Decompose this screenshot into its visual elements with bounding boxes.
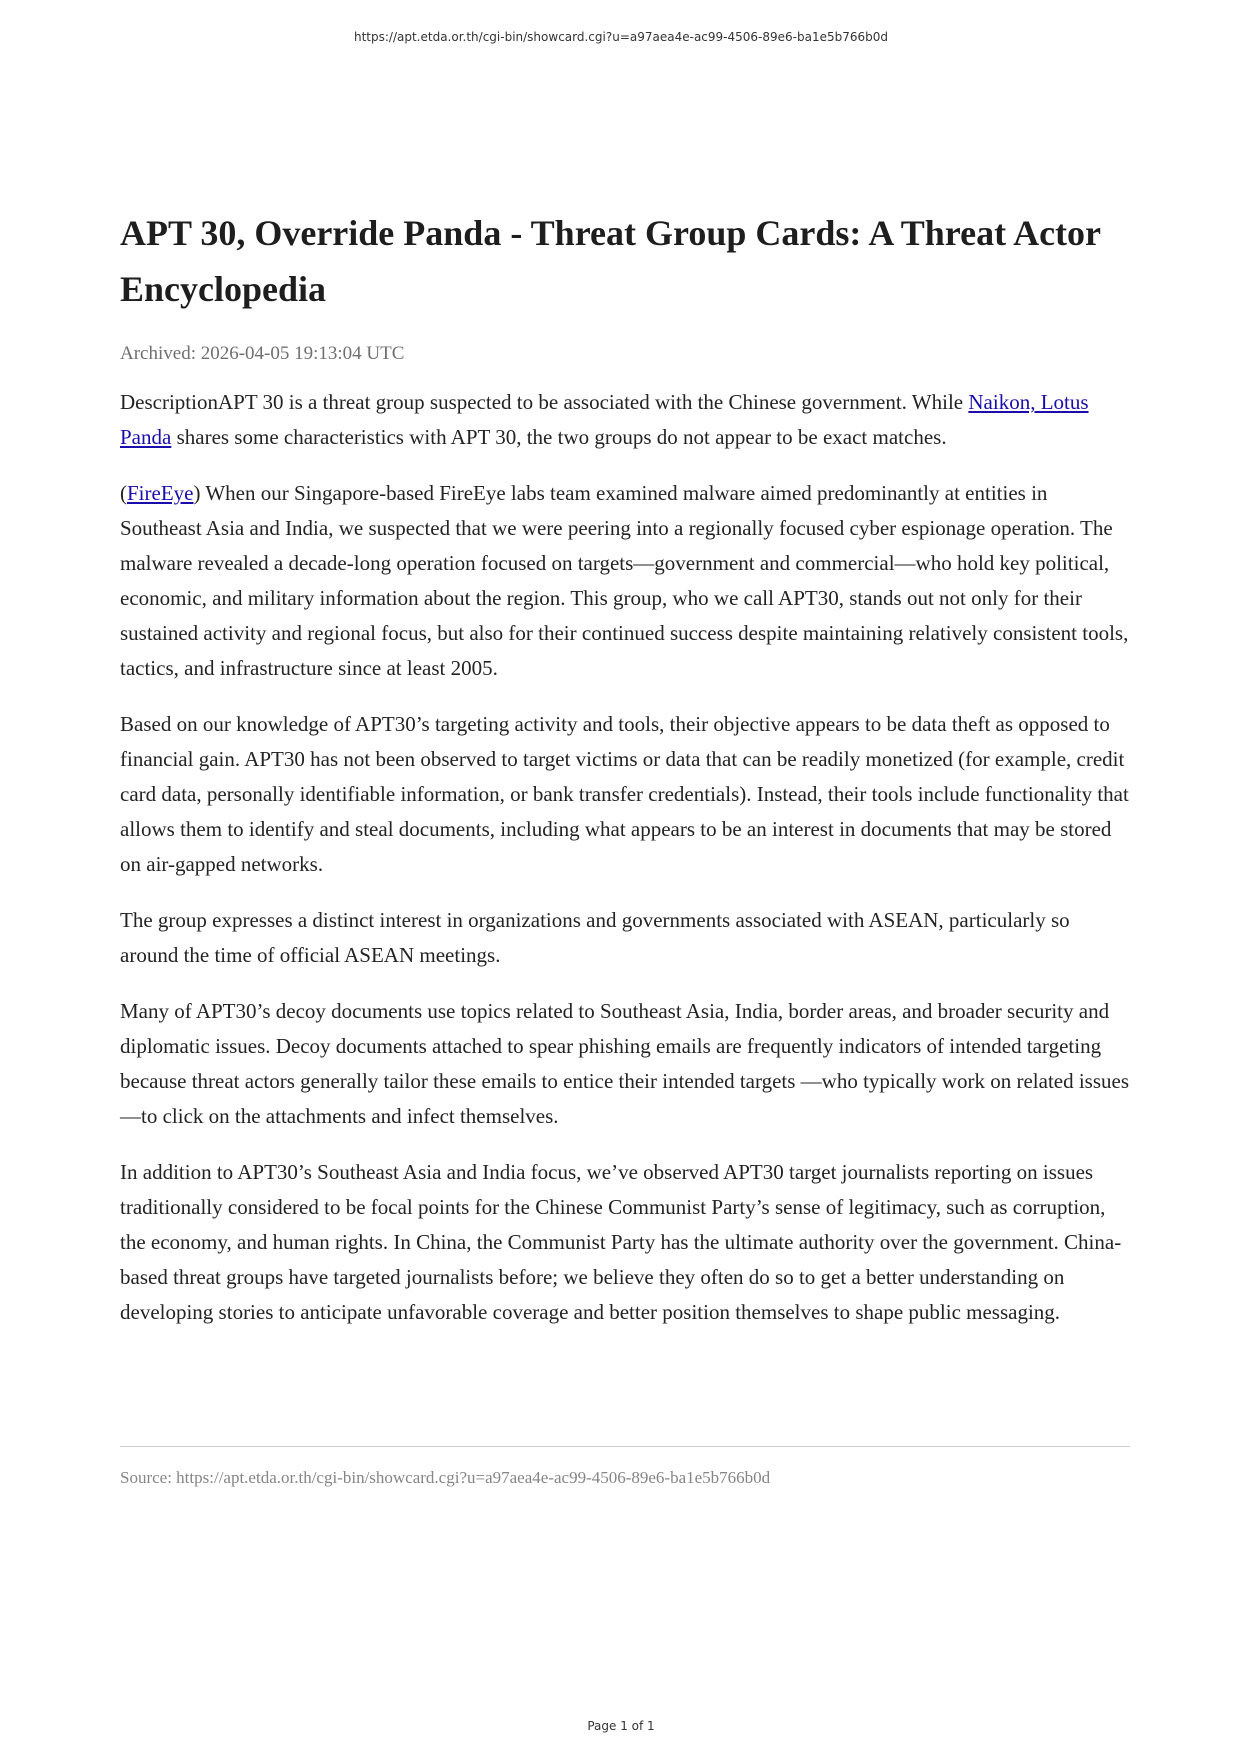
paragraph-text: ( <box>120 481 127 505</box>
paragraph-asean: The group expresses a distinct interest in organizations and governments associated with ASEAN, particularly so around the time of official ASEAN meetings. <box>120 908 1070 967</box>
paragraph-description <box>120 385 1130 455</box>
paragraph-text: shares some characteristics with APT 30, the two groups do not appear to be exact matches. <box>171 425 947 449</box>
paragraph-decoy-documents: Many of APT30’s decoy documents use topics related to Southeast Asia, India, border areas, and broader security and diplomatic issues. Decoy documents attached to spear phishing emails are frequently indicators of intended targeting because threat actors generally tailor these emails to entice their intended targets —who typically work on related issues—to click on the attachments and infect themselves. <box>120 999 1130 1128</box>
print-header-url: https://apt.etda.or.th/cgi-bin/showcard.cgi?u=a97aea4e-ac99-4506-89e6-ba1e5b766b0d <box>353 30 888 44</box>
paragraph-text: DescriptionAPT 30 is a threat group suspected to be associated with the Chinese government. While <box>120 390 969 414</box>
page-title: APT 30, Override Panda - Threat Group Cards: A Threat Actor Encyclopedia <box>120 213 1101 309</box>
paragraph-journalists: In addition to APT30’s Southeast Asia and India focus, we’ve observed APT30 target journalists reporting on issues traditionally considered to be focal points for the Chinese Communist Party’s sense of legitimacy, such as corruption, the economy, and human rights. In China, the Communist Party has the ultimate authority over the government. China-based threat groups have targeted journalists before; we believe they often do so to get a better understanding on developing stories to anticipate unfavorable coverage and better position themselves to shape public messaging. <box>120 1160 1122 1324</box>
page-number: Page 1 of 1 <box>587 1719 655 1733</box>
article <box>120 205 1130 1351</box>
footer-divider <box>120 1446 1130 1447</box>
paragraph-fireeye <box>120 476 1130 686</box>
paragraph-objective: Based on our knowledge of APT30’s targeting activity and tools, their objective appears to be data theft as opposed to financial gain. APT30 has not been observed to target victims or data that can be readily monetized (for example, credit card data, personally identifiable information, or bank transfer credentials). Instead, their tools include functionality that allows them to identify and steal documents, including what appears to be an interest in documents that may be stored on air-gapped networks. <box>120 712 1129 876</box>
fireeye-link[interactable]: FireEye <box>127 481 194 505</box>
article-body <box>120 385 1130 1330</box>
archived-timestamp: Archived: 2026-04-05 19:13:04 UTC <box>120 343 405 364</box>
paragraph-text: ) When our Singapore-based FireEye labs team examined malware aimed predominantly at entities in Southeast Asia and India, we suspected that we were peering into a regionally focused cyber espionage operation. The malware revealed a decade-long operation focused on targets—government and commercial—who hold key political, economic, and military information about the region. This group, who we call APT30, stands out not only for their sustained activity and regional focus, but also for their continued success despite maintaining relatively consistent tools, tactics, and infrastructure since at least 2005. <box>120 481 1129 680</box>
naikon-lotus-panda-link[interactable]: Naikon, Lotus Panda <box>120 390 1089 449</box>
source-line: Source: https://apt.etda.or.th/cgi-bin/showcard.cgi?u=a97aea4e-ac99-4506-89e6-ba1e5b766b0d <box>120 1468 771 1487</box>
